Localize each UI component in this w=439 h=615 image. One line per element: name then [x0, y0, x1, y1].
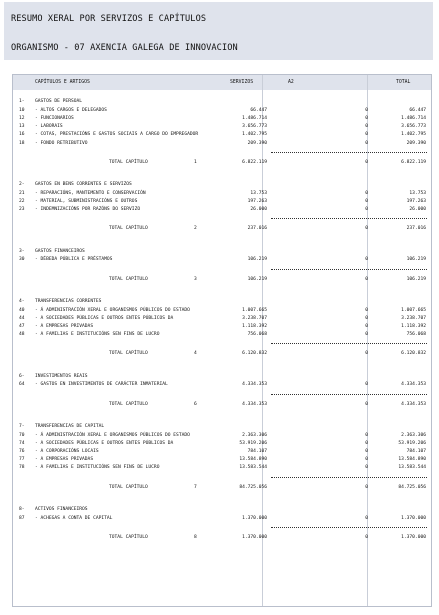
chapter-total-zero: 0: [365, 276, 368, 282]
header-a2: A2: [288, 80, 294, 85]
chapter-total-row: [13, 277, 431, 286]
header-capitulos: CAPÍTULOS E ARTIGOS: [35, 80, 90, 85]
article-total-value: 3.656.773: [401, 124, 426, 130]
table-row: [13, 141, 431, 150]
chapter-heading-row: [13, 182, 431, 191]
article-code: 78: [19, 465, 25, 471]
article-total-value: 197.263: [406, 199, 426, 204]
article-a2-value: 13.584.890: [239, 457, 267, 463]
article-total-value: 1.007.665: [401, 307, 426, 313]
chapter-code: 3-: [19, 248, 25, 254]
chapter-total-value: 106.219: [406, 276, 426, 282]
article-a2-value: 756.068: [247, 332, 267, 338]
article-description: - MATERIAL, SUBMINISTRACIÓNS E OUTROS: [35, 199, 138, 204]
article-total-value: 13.584.890: [398, 457, 426, 463]
chapter-total-number: 8: [194, 534, 197, 540]
chapter-total-label: TOTAL CAPÍTULO: [109, 484, 148, 490]
article-zero-value: 0: [365, 199, 368, 204]
chapter-total-label: TOTAL CAPÍTULO: [109, 159, 148, 165]
article-total-value: 26.000: [409, 207, 426, 213]
header-total: TOTAL: [396, 80, 411, 85]
chapter-total-zero: 0: [365, 401, 368, 407]
organismo-label: ORGANISMO - 07 AXENCIA GALEGA DE INNOVACION: [11, 43, 238, 53]
chapter-total-a2: 6.822.119: [242, 159, 267, 165]
chapter-total-zero: 0: [365, 484, 368, 490]
article-zero-value: 0: [365, 465, 368, 471]
article-description: - INDEMNIZACIÓNS POR RAZÓNS DO SERVIZO: [35, 207, 141, 213]
table-row: [13, 516, 431, 525]
chapter-name: GASTOS EN BENS CORRENTES E SERVIZOS: [35, 182, 132, 187]
article-code: 23: [19, 207, 25, 213]
article-a2-value: 26.000: [250, 207, 267, 213]
table-row: [13, 207, 431, 216]
article-total-value: 1.402.795: [401, 132, 426, 138]
chapter-total-a2: 84.725.056: [239, 484, 267, 490]
chapter-total-value: 4.334.353: [401, 401, 426, 407]
chapter-name: INVESTIMENTOS REAIS: [35, 373, 88, 379]
article-zero-value: 0: [365, 449, 368, 454]
article-description: - LABORAIS: [35, 124, 63, 130]
article-code: 21: [19, 190, 25, 196]
article-code: 40: [19, 307, 25, 313]
article-total-value: 784.107: [406, 449, 426, 454]
article-description: - ALTOS CARGOS E DELEGADOS: [35, 107, 107, 113]
chapter-code: 6-: [19, 373, 25, 379]
article-zero-value: 0: [365, 124, 368, 130]
article-code: 30: [19, 257, 25, 263]
article-description: - GASTOS EN INVESTIMENTOS DE CARÁCTER INMATERIAL: [35, 382, 168, 388]
article-a2-value: 2.363.306: [242, 432, 267, 438]
article-total-value: 1.118.392: [401, 324, 426, 329]
chapter-total-value: 237.016: [406, 226, 426, 232]
article-zero-value: 0: [365, 440, 368, 446]
article-description: - A FAMILIAS E INSTITUCIÓNS SEN FINS DE LUCRO: [35, 332, 160, 338]
article-zero-value: 0: [365, 207, 368, 213]
chapter-total-zero: 0: [365, 226, 368, 232]
table-row: [13, 382, 431, 391]
chapter-name: TRANSFERENCIAS DE CAPITAL: [35, 423, 105, 429]
chapter-total-row: [13, 226, 431, 235]
chapter-heading-row: [13, 299, 431, 308]
article-zero-value: 0: [365, 332, 368, 338]
chapter-total-value: 6.120.832: [401, 351, 426, 357]
chapter-total-label: TOTAL CAPÍTULO: [109, 226, 148, 232]
article-code: 48: [19, 332, 25, 338]
separator-line: [271, 218, 427, 219]
chapter-total-zero: 0: [365, 534, 368, 540]
article-code: 12: [19, 116, 25, 121]
chapter-total-label: TOTAL CAPÍTULO: [109, 534, 148, 540]
chapter-total-row: [13, 351, 431, 360]
article-a2-value: 1.402.795: [242, 132, 267, 138]
article-a2-value: 53.919.206: [239, 440, 267, 446]
article-zero-value: 0: [365, 257, 368, 263]
chapter-name: GASTOS DE PERSOAL: [35, 99, 83, 104]
chapter-name: GASTOS FINANCEIROS: [35, 248, 85, 254]
chapter-code: 1-: [19, 99, 25, 104]
article-a2-value: 1.370.000: [242, 515, 267, 521]
chapter-total-number: 1: [194, 159, 197, 165]
article-total-value: 13.583.544: [398, 465, 426, 471]
article-code: 16: [19, 132, 25, 138]
article-code: 64: [19, 382, 25, 388]
article-zero-value: 0: [365, 515, 368, 521]
article-a2-value: 784.107: [247, 449, 267, 454]
article-code: 87: [19, 515, 25, 521]
article-zero-value: 0: [365, 315, 368, 321]
article-description: - DÉBEDA PÚBLICA E PRÉSTAMOS: [35, 257, 113, 263]
chapter-total-a2: 1.370.000: [242, 534, 267, 540]
chapter-total-label: TOTAL CAPÍTULO: [109, 401, 148, 407]
article-code: 22: [19, 199, 25, 204]
article-a2-value: 1.118.392: [242, 324, 267, 329]
article-zero-value: 0: [365, 107, 368, 113]
article-code: 76: [19, 449, 25, 454]
article-description: - Á ADMINISTRACIÓN XERAL E ORGANISMOS PÚBLICOS DO ESTADO: [35, 432, 190, 438]
article-a2-value: 4.334.353: [242, 382, 267, 388]
article-a2-value: 13.753: [250, 190, 267, 196]
chapter-total-row: [13, 485, 431, 494]
article-a2-value: 13.583.544: [239, 465, 267, 471]
article-zero-value: 0: [365, 382, 368, 388]
article-total-value: 2.363.306: [401, 432, 426, 438]
article-description: - A SOCIEDADES PÚBLICAS E OUTROS ENTES PÚBLICOS DA: [35, 315, 174, 321]
chapter-total-row: [13, 160, 431, 169]
article-a2-value: 1.007.665: [242, 307, 267, 313]
article-zero-value: 0: [365, 324, 368, 329]
article-zero-value: 0: [365, 116, 368, 121]
article-total-value: 66.447: [409, 107, 426, 113]
chapter-total-label: TOTAL CAPÍTULO: [109, 351, 148, 357]
article-description: - A EMPRESAS PRIVADAS: [35, 457, 94, 463]
article-description: - REPARACIÓNS, MANTEMENTO E CONSERVACIÓN: [35, 190, 146, 196]
article-description: - FONDO RETRIBUTIVO: [35, 140, 88, 146]
article-description: - ACHEGAS A CONTA DE CAPITAL: [35, 515, 113, 521]
article-description: - COTAS, PRESTACIÓNS E GASTOS SOCIAIS A CARGO DO EMPREGADOR: [35, 132, 199, 138]
budget-table: [12, 74, 432, 607]
article-a2-value: 3.238.707: [242, 315, 267, 321]
chapter-heading-row: [13, 507, 431, 516]
chapter-total-value: 84.725.056: [398, 484, 426, 490]
chapter-heading-row: [13, 424, 431, 433]
chapter-total-value: 1.370.000: [401, 534, 426, 540]
chapter-total-a2: 6.120.832: [242, 351, 267, 357]
chapter-total-row: [13, 402, 431, 411]
chapter-total-number: 2: [194, 226, 197, 232]
article-total-value: 1.486.714: [401, 116, 426, 121]
article-total-value: 106.219: [406, 257, 426, 263]
article-description: - A SOCIEDADES PÚBLICAS E OUTROS ENTES PÚBLICOS DA: [35, 440, 174, 446]
report-title: RESUMO XERAL POR SERVIZOS E CAPÍTULOS: [11, 14, 207, 24]
article-a2-value: 66.447: [250, 107, 267, 113]
chapter-total-value: 6.822.119: [401, 159, 426, 165]
chapter-total-a2: 4.334.353: [242, 401, 267, 407]
header-servizos: SERVIZOS: [230, 80, 254, 85]
article-zero-value: 0: [365, 140, 368, 146]
article-a2-value: 209.390: [247, 140, 267, 146]
chapter-code: 2-: [19, 182, 25, 187]
chapter-name: ACTIVOS FINANCEIROS: [35, 506, 88, 512]
article-code: 18: [19, 140, 25, 146]
article-description: - A EMPRESAS PRIVADAS: [35, 324, 94, 329]
article-zero-value: 0: [365, 307, 368, 313]
article-a2-value: 106.219: [247, 257, 267, 263]
article-code: 77: [19, 457, 25, 463]
article-total-value: 3.238.707: [401, 315, 426, 321]
article-code: 44: [19, 315, 25, 321]
chapter-name: TRANSFERENCIAS CORRENTES: [35, 298, 102, 304]
article-description: - A CORPORACIÓNS LOCAIS: [35, 449, 99, 454]
article-total-value: 1.370.000: [401, 515, 426, 521]
table-row: [13, 332, 431, 341]
table-header: [13, 75, 431, 90]
chapter-total-number: 4: [194, 351, 197, 357]
article-description: - FUNCIONARIOS: [35, 116, 74, 121]
article-a2-value: 3.656.773: [242, 124, 267, 130]
chapter-heading-row: [13, 99, 431, 108]
separator-line: [271, 394, 427, 395]
article-total-value: 13.753: [409, 190, 426, 196]
article-total-value: 53.919.206: [398, 440, 426, 446]
chapter-code: 8-: [19, 506, 25, 512]
article-a2-value: 197.263: [247, 199, 267, 204]
chapter-total-number: 6: [194, 401, 197, 407]
chapter-total-number: 3: [194, 276, 197, 282]
report-header: [4, 2, 433, 60]
chapter-code: 7-: [19, 423, 25, 429]
separator-line: [271, 343, 427, 344]
separator-line: [271, 527, 427, 528]
table-row: [13, 257, 431, 266]
separator-line: [271, 477, 427, 478]
article-total-value: 756.068: [406, 332, 426, 338]
separator-line: [271, 152, 427, 153]
article-total-value: 209.390: [406, 140, 426, 146]
chapter-total-a2: 106.219: [247, 276, 267, 282]
article-description: - A FAMILIAS E INSTITUCIÓNS SEN FINS DE LUCRO: [35, 465, 160, 471]
chapter-total-zero: 0: [365, 159, 368, 165]
separator-line: [271, 269, 427, 270]
chapter-total-zero: 0: [365, 351, 368, 357]
article-zero-value: 0: [365, 132, 368, 138]
article-zero-value: 0: [365, 190, 368, 196]
article-total-value: 4.334.353: [401, 382, 426, 388]
article-code: 47: [19, 324, 25, 329]
article-a2-value: 1.486.714: [242, 116, 267, 121]
chapter-total-a2: 237.016: [247, 226, 267, 232]
article-code: 13: [19, 124, 25, 130]
article-code: 74: [19, 440, 25, 446]
article-zero-value: 0: [365, 432, 368, 438]
chapter-total-row: [13, 535, 431, 544]
chapter-code: 4-: [19, 298, 25, 304]
article-zero-value: 0: [365, 457, 368, 463]
article-code: 70: [19, 432, 25, 438]
article-code: 10: [19, 107, 25, 113]
chapter-total-number: 7: [194, 484, 197, 490]
table-row: [13, 465, 431, 474]
chapter-total-label: TOTAL CAPÍTULO: [109, 276, 148, 282]
article-description: - Á ADMINISTRACIÓN XERAL E ORGANISMOS PÚBLICOS DO ESTADO: [35, 307, 190, 313]
